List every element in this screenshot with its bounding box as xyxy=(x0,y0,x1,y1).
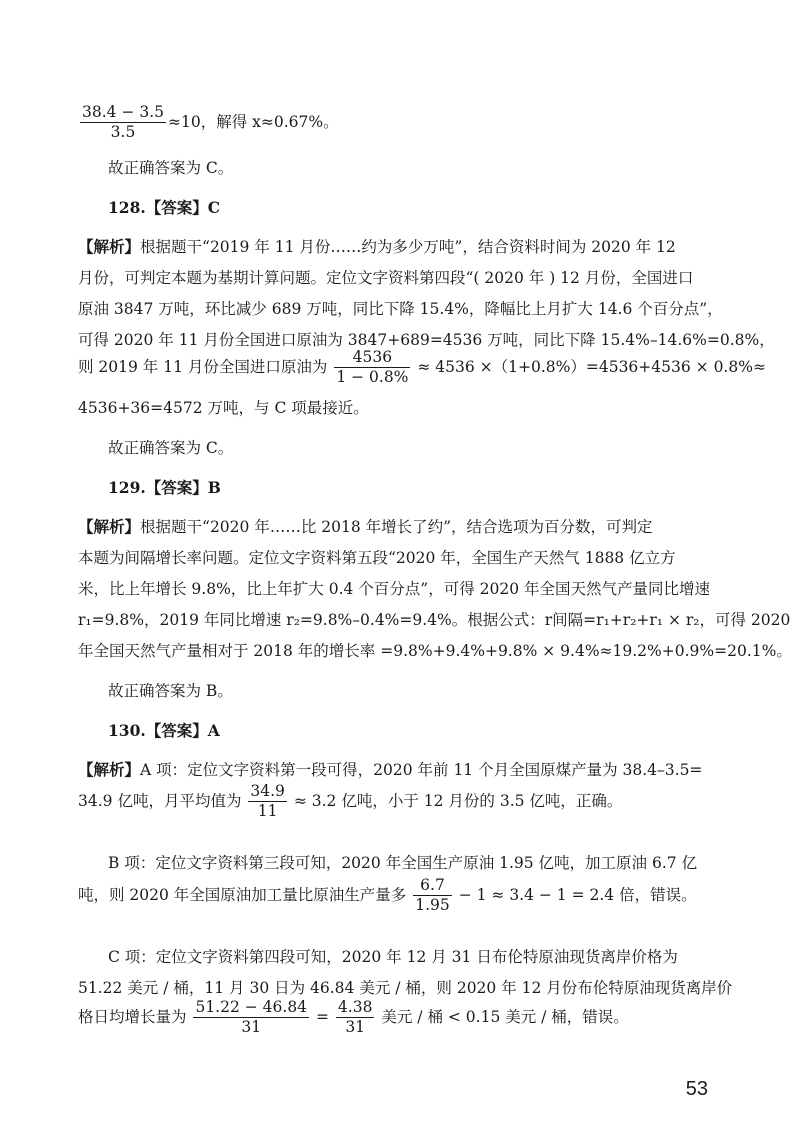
text: 34.9 亿吨，月平均值为 xyxy=(78,791,242,810)
option-b-line-2 xyxy=(78,876,697,916)
analysis-129-line-5: 年全国天然气产量相对于 2018 年的增长率 =9.8%+9.4%+9.8% × 9.4%≈19.2%+0.9%=20.1%。 xyxy=(78,642,792,660)
answer-conclusion: 故正确答案为 C。 xyxy=(108,159,234,177)
analysis-tag: 【解析】 xyxy=(78,237,141,256)
answer-conclusion-129: 故正确答案为 B。 xyxy=(108,682,233,700)
numerator: 51.22 − 46.84 xyxy=(193,998,309,1018)
fraction xyxy=(336,998,375,1038)
answer-130: 130.【答案】A xyxy=(108,721,220,740)
analysis-128-line-1 xyxy=(78,235,676,257)
page-number: 53 xyxy=(685,1078,708,1100)
formula-line-1 xyxy=(78,103,339,143)
text: 吨，则 2020 年全国原油加工量比原油生产量多 xyxy=(78,885,407,904)
fraction xyxy=(334,348,410,388)
analysis-129-line-1 xyxy=(78,515,653,537)
text: − 1 ≈ 3.4 − 1 = 2.4 倍，错误。 xyxy=(458,885,697,904)
analysis-128-line-3: 原油 3847 万吨，环比减少 689 万吨，同比下降 15.4%，降幅比上月扩大 14.6 个百分点”， xyxy=(78,300,723,318)
numerator: 34.9 xyxy=(248,782,287,802)
text: 美元 / 桶 < 0.15 美元 / 桶，错误。 xyxy=(381,1007,629,1026)
answer-128: 128.【答案】C xyxy=(108,198,221,217)
text: 格日均增长量为 xyxy=(78,1007,187,1026)
denominator: 1 − 0.8% xyxy=(336,368,409,387)
denominator: 31 xyxy=(241,1018,262,1037)
analysis-128-line-4: 可得 2020 年 11 月份全国进口原油为 3847+689=4536 万吨，同比下降 15.4%–14.6%=0.8%， xyxy=(78,331,775,349)
analysis-129-line-4: r₁=9.8%，2019 年同比增速 r₂=9.8%–0.4%=9.4%。根据公式：r间隔=r₁+r₂+r₁ × r₂，可得 2020 xyxy=(78,611,791,629)
numerator: 4536 xyxy=(334,348,410,368)
numerator: 6.7 xyxy=(413,876,452,896)
equals-sign: = xyxy=(315,1007,329,1026)
answer-129: 129.【答案】B xyxy=(108,478,221,497)
analysis-130-line-2 xyxy=(78,782,622,822)
text: ≈ 3.2 亿吨，小于 12 月份的 3.5 亿吨，正确。 xyxy=(293,791,623,810)
text: ≈10，解得 x≈0.67%。 xyxy=(168,112,339,131)
numerator: 4.38 xyxy=(336,998,375,1018)
fraction xyxy=(193,998,309,1038)
option-c-line-2: 51.22 美元 / 桶，11 月 30 日为 46.84 美元 / 桶，则 2020 年 12 月份布伦特原油现货离岸价 xyxy=(78,979,733,997)
fraction xyxy=(248,782,287,822)
analysis-128-line-2: 月份，可判定本题为基期计算问题。定位文字资料第四段“( 2020 年 ) 12 月份，全国进口 xyxy=(78,269,694,287)
analysis-128-line-5 xyxy=(78,348,766,388)
text: 根据题干“2019 年 11 月份……约为多少万吨”，结合资料时间为 2020 年 12 xyxy=(140,238,676,256)
text: 根据题干“2020 年……比 2018 年增长了约”，结合选项为百分数，可判定 xyxy=(140,518,653,536)
denominator: 1.95 xyxy=(415,896,450,915)
analysis-129-line-3: 米，比上年增长 9.8%，比上年扩大 0.4 个百分点”，可得 2020 年全国天然气产量同比增速 xyxy=(78,580,711,598)
option-b-line-1: B 项：定位文字资料第三段可知，2020 年全国生产原油 1.95 亿吨，加工原油 6.7 亿 xyxy=(108,854,698,872)
option-c-line-1: C 项：定位文字资料第四段可知，2020 年 12 月 31 日布伦特原油现货离岸价格为 xyxy=(108,948,678,966)
analysis-tag: 【解析】 xyxy=(78,760,141,779)
text: ≈ 4536 ×（1+0.8%）=4536+4536 × 0.8%≈ xyxy=(417,357,766,376)
answer-conclusion-128: 故正确答案为 C。 xyxy=(108,439,234,457)
text: 则 2019 年 11 月份全国进口原油为 xyxy=(78,357,328,376)
fraction xyxy=(80,103,166,143)
fraction xyxy=(413,876,452,916)
denominator: 3.5 xyxy=(110,123,136,142)
analysis-128-line-6: 4536+36=4572 万吨，与 C 项最接近。 xyxy=(78,399,369,417)
analysis-129-line-2: 本题为间隔增长率问题。定位文字资料第五段“2020 年，全国生产天然气 1888 亿立方 xyxy=(78,549,676,567)
analysis-130-line-1 xyxy=(78,758,702,780)
denominator: 31 xyxy=(345,1018,366,1037)
analysis-tag: 【解析】 xyxy=(78,517,141,536)
option-c-line-3 xyxy=(78,998,629,1038)
text: A 项：定位文字资料第一段可得，2020 年前 11 个月全国原煤产量为 38.4–3.5= xyxy=(140,761,703,779)
numerator: 38.4 − 3.5 xyxy=(80,103,166,123)
denominator: 11 xyxy=(257,802,278,821)
